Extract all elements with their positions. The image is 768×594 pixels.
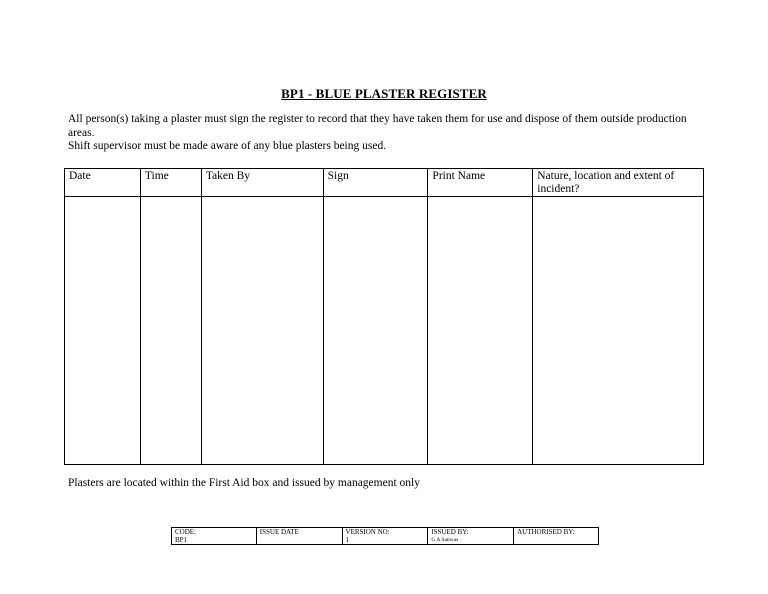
version-cell [342,528,428,545]
doc-info-row [172,528,599,545]
issued-by-cell [428,528,514,545]
cell-time[interactable] [140,197,201,465]
plaster-register-table [64,168,704,465]
intro-line-supervisor: Shift supervisor must be made aware of any blue plasters being used. [68,140,387,152]
code-value: BP1 [175,536,188,544]
issued-by-label: ISSUED BY: [431,528,469,536]
issue-date-cell [256,528,342,545]
code-cell [172,528,257,545]
footnote: Plasters are located within the First Aid box and issued by management only [68,477,420,489]
column-header-time: Time [140,169,201,197]
column-header-print-name: Print Name [428,169,533,197]
issue-date-label: ISSUE DATE [259,528,299,536]
table-header-row [65,169,704,197]
cell-date[interactable] [65,197,141,465]
authorised-by-cell [514,528,599,545]
cell-sign[interactable] [323,197,428,465]
authorised-by-label: AUTHORISED BY: [517,528,575,536]
cell-print-name[interactable] [428,197,533,465]
document-info-table [171,527,599,545]
version-value: 1 [345,536,350,544]
intro-line-instructions: All person(s) taking a plaster must sign the register to record that they have taken them for use and dispose of them outside production areas. [68,113,687,139]
issued-by-value: G A Sanwas [431,537,459,543]
column-header-date: Date [65,169,141,197]
intro-text [68,113,708,154]
cell-taken-by[interactable] [201,197,323,465]
document-title: BP1 - BLUE PLASTER REGISTER [281,86,487,101]
column-header-taken-by: Taken By [201,169,323,197]
column-header-incident: Nature, location and extent of incident? [533,169,704,197]
cell-incident[interactable] [533,197,704,465]
column-header-sign: Sign [323,169,428,197]
table-row [65,197,704,465]
version-label: VERSION NO: [345,528,390,536]
code-label: CODE: [175,528,196,536]
